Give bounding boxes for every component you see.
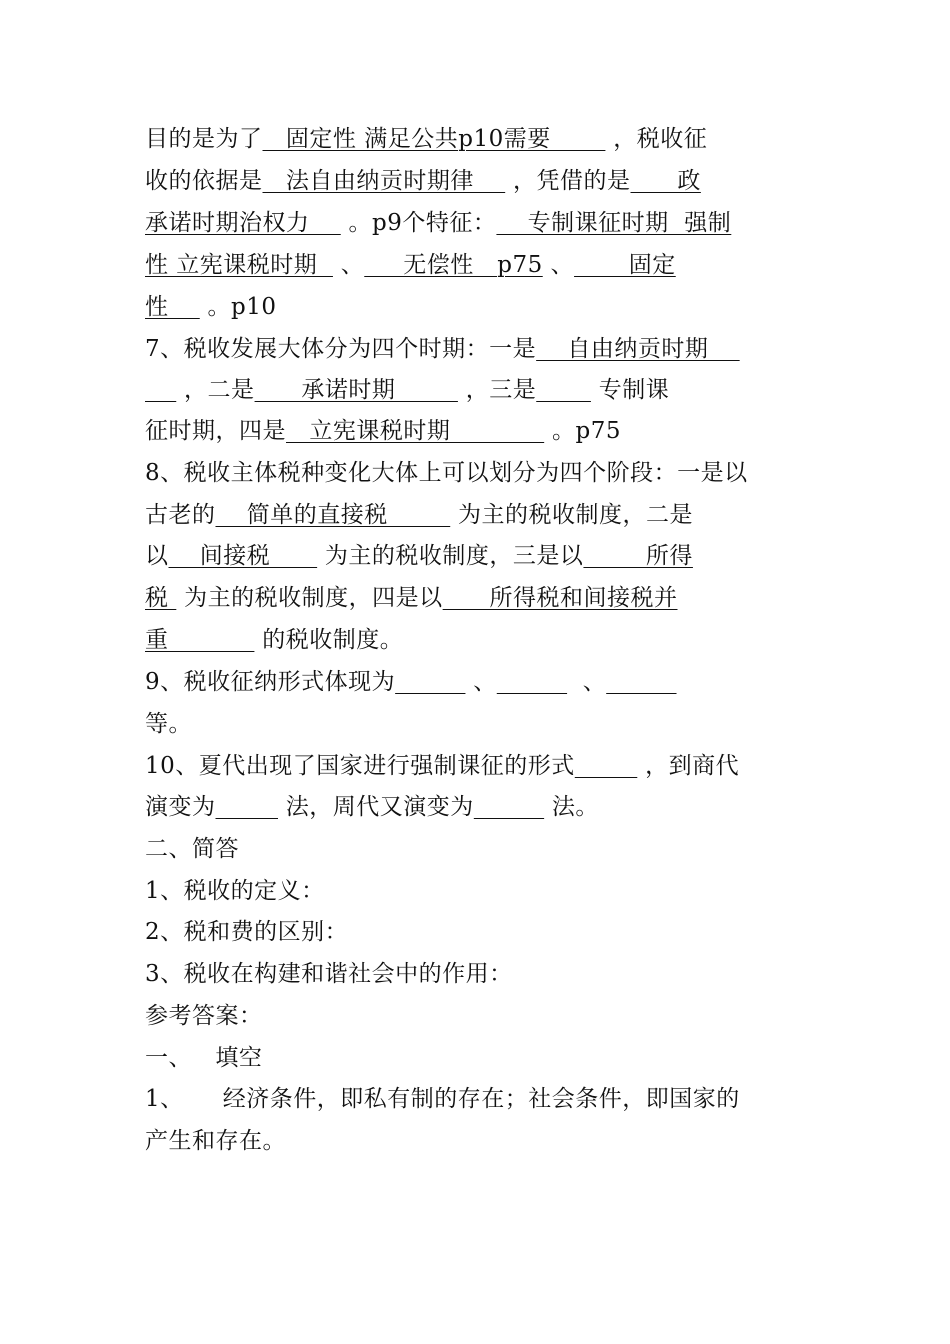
text-segment: 征时期，四是 [145,418,286,444]
underlined-blank: 立宪课税时期 [286,418,545,444]
underlined-blank: 法自由纳贡时期律 [262,168,506,194]
text-segment: 产生和存在。 [145,1128,286,1154]
underlined-blank: 所得 [583,543,693,569]
text-line [145,914,348,950]
text-segment: 、 [332,252,365,278]
text-segment: 专制课 [590,377,670,403]
text-segment: 演变为 [145,794,216,820]
underlined-blank: 自由纳贡时期 [536,336,740,362]
underlined-blank: 所得税和间接税并 [442,585,678,611]
text-segment: 。p9个特征： [340,210,497,236]
underlined-blank [474,794,544,820]
underlined-blank: 间接税 [168,543,318,569]
text-segment: 为主的税收制度，二是 [450,502,694,528]
text-segment: 3、税收在构建和谐社会中的作用： [145,961,513,987]
text-line [145,455,748,491]
underlined-blank: 专制课征时期 强制 [496,210,732,236]
underlined-blank: 固定性 满足公共p10需要 [262,126,606,152]
text-segment: 为主的税收制度，三是以 [317,543,584,569]
text-segment: 、 [567,669,607,695]
underlined-blank [536,377,591,403]
underlined-blank [497,669,567,695]
text-segment: 。p75 [544,418,621,444]
underlined-blank: 无偿性 p75 [364,252,543,278]
text-segment: 9、税收征纳形式体现为 [145,669,396,695]
text-segment: 以 [145,543,169,569]
text-segment: ，三是 [457,377,537,403]
text-segment: 为主的税收制度，四是以 [176,585,443,611]
underlined-blank: 承诺时期治权力 [145,210,341,236]
text-line [145,956,513,992]
underlined-blank [606,669,676,695]
text-segment: 、 [465,669,497,695]
text-segment: 参考答案： [145,1003,263,1029]
underlined-blank: 税 [145,585,177,611]
text-segment: 、 [542,252,575,278]
text-line [145,706,192,742]
text-segment: 二、简答 [145,836,239,862]
text-line [145,789,599,825]
text-line [145,247,676,283]
text-segment: 法。 [544,794,599,820]
underlined-blank: 重 [145,627,255,653]
underlined-blank: 性 立宪课税时期 [145,252,333,278]
text-segment: 7、税收发展大体分为四个时期：一是 [145,336,537,362]
text-segment: ，到商代 [637,753,740,779]
text-line [145,664,677,700]
text-segment: 的税收制度。 [254,627,404,653]
underlined-blank [145,377,176,403]
underlined-blank: 性 [145,294,200,320]
text-line [145,831,239,867]
text-line [145,1081,740,1117]
text-line [145,331,740,367]
text-segment: 10、夏代出现了国家进行强制课征的形式 [145,753,575,779]
text-line [145,622,403,658]
text-segment: 古老的 [145,502,216,528]
underlined-blank: 承诺时期 [254,377,458,403]
text-line [145,372,669,408]
text-segment: 法，周代又演变为 [278,794,474,820]
text-line [145,538,693,574]
underlined-blank: 政 [630,168,701,194]
text-segment: 目的是为了 [145,126,263,152]
text-segment: 。p10 [199,294,277,320]
text-line [145,748,739,784]
underlined-blank [575,753,638,779]
underlined-blank [216,794,279,820]
text-line [145,205,731,241]
text-segment: 收的依据是 [145,168,263,194]
text-segment: 8、税收主体税种变化大体上可以划分为四个阶段：一是以 [145,460,748,486]
underlined-blank: 简单的直接税 [215,502,451,528]
underlined-blank [395,669,465,695]
text-line [145,289,277,325]
underlined-blank: 固定 [574,252,676,278]
text-line [145,873,325,909]
text-segment: 1、税收的定义： [145,878,325,904]
text-segment: ，凭借的是 [505,168,631,194]
text-line [145,1123,286,1159]
text-line [145,413,621,449]
text-segment: ，税收征 [605,126,708,152]
text-segment: 1、 经济条件，即私有制的存在；社会条件，即国家的 [145,1086,740,1112]
text-line [145,998,263,1034]
text-segment: ，二是 [176,377,255,403]
text-segment: 等。 [145,711,192,737]
text-line [145,1040,262,1076]
text-segment: 一、 填空 [145,1045,263,1071]
text-line [145,497,693,533]
text-segment: 2、税和费的区别： [145,919,349,945]
text-line [145,163,701,199]
text-line [145,121,707,157]
text-line [145,580,678,616]
